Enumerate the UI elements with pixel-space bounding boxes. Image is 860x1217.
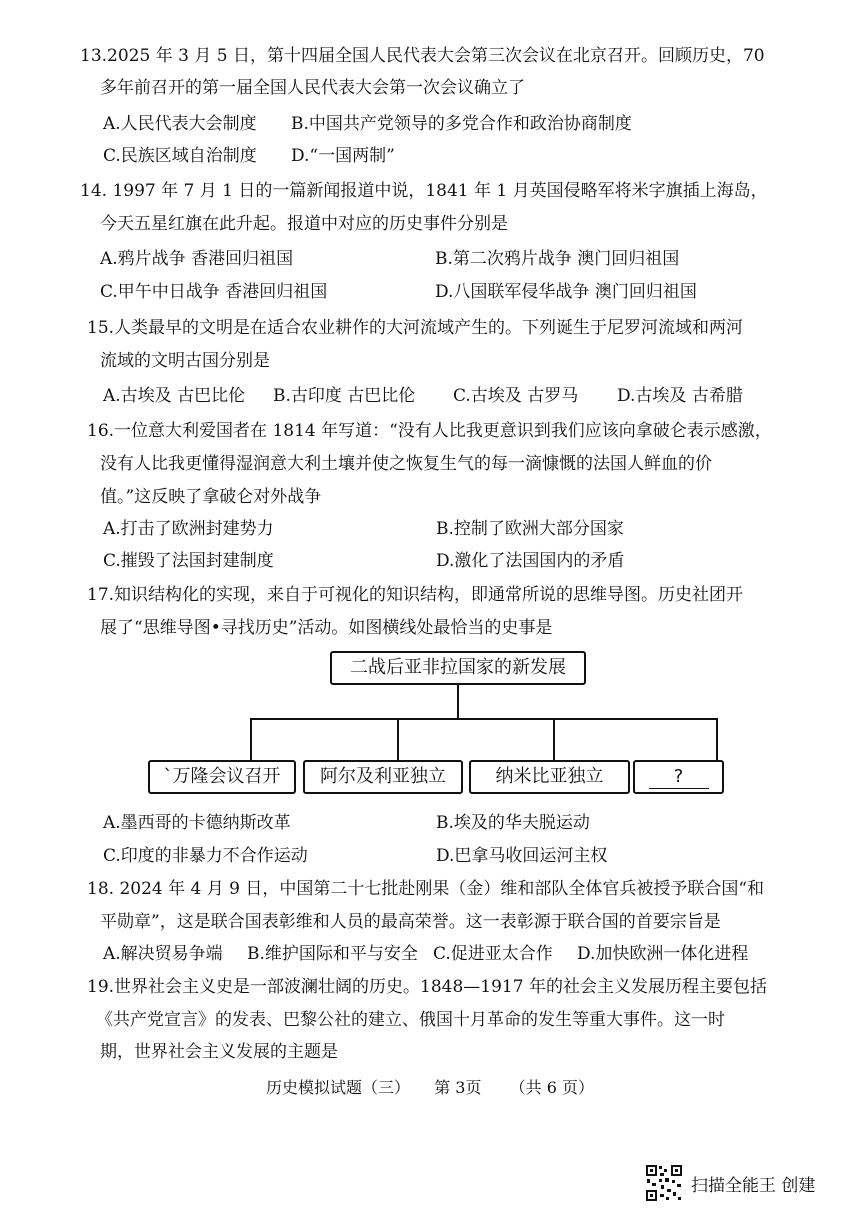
mind-map-node: `万隆会议召开 <box>148 760 296 794</box>
option-c: C.促进亚太合作 <box>433 944 553 964</box>
option-d: D.激化了法国国内的矛盾 <box>436 551 625 571</box>
option-b: B.第二次鸦片战争 澳门回归祖国 <box>435 249 680 269</box>
scanner-watermark-label: 扫描全能王 创建 <box>691 1175 816 1196</box>
mind-map-node-blank <box>633 760 724 794</box>
option-a: A.鸦片战争 香港回归祖国 <box>100 249 294 269</box>
connector-line <box>250 718 717 720</box>
option-a: A.古埃及 古巴比伦 <box>103 386 246 406</box>
option-a: A.人民代表大会制度 <box>103 114 257 134</box>
option-d: D.加快欧洲一体化进程 <box>577 944 749 964</box>
option-d: D.八国联军侵华战争 澳门回归祖国 <box>435 282 697 302</box>
question-text-line: 流域的文明古国分别是 <box>100 351 270 371</box>
option-c: C.古埃及 古罗马 <box>453 386 579 406</box>
question-text-line: 今天五星红旗在此升起。报道中对应的历史事件分别是 <box>100 214 508 234</box>
option-a: A.打击了欧洲封建势力 <box>103 519 274 539</box>
mind-map-node: 阿尔及利亚独立 <box>303 760 463 794</box>
connector-line <box>397 718 399 760</box>
option-c: C.甲午中日战争 香港回归祖国 <box>100 282 328 302</box>
question-text-line: 17.知识结构化的实现，来自于可视化的知识结构，即通常所说的思维导图。历史社团开 <box>87 585 744 605</box>
connector-line <box>553 718 555 760</box>
question-text-line: 16.一位意大利爱国者在 1814 年写道：“没有人比我更意识到我们应该向拿破仑表示感激， <box>87 421 772 441</box>
footer-total-pages: （共 6 页） <box>509 1078 595 1097</box>
question-text-line: 15.人类最早的文明是在适合农业耕作的大河流域产生的。下列诞生于尼罗河流域和两河 <box>87 318 744 338</box>
option-a: A.墨西哥的卡德纳斯改革 <box>103 813 291 833</box>
page-footer <box>0 1075 860 1098</box>
footer-page-number: 第 3页 <box>434 1078 482 1097</box>
mind-map-node: 纳米比亚独立 <box>469 760 630 794</box>
option-d: D.“一国两制” <box>291 146 395 166</box>
option-b: B.维护国际和平与安全 <box>247 944 418 964</box>
scanner-watermark <box>645 1163 815 1203</box>
option-d: D.古埃及 古希腊 <box>617 386 743 406</box>
blank-answer: ? <box>649 766 709 789</box>
question-text-line: 《共产党宣言》的发表、巴黎公社的建立、俄国十月革命的发生等重大事件。这一时 <box>96 1010 725 1030</box>
question-text-line: 13.2025 年 3 月 5 日，第十四届全国人民代表大会第三次会议在北京召开。回顾历史，70 <box>80 46 765 66</box>
question-text-line: 多年前召开的第一届全国人民代表大会第一次会议确立了 <box>100 78 525 98</box>
question-text-line: 没有人比我更懂得湿润意大利土壤并使之恢复生气的每一滴慷慨的法国人鲜血的价 <box>100 454 712 474</box>
qr-code-icon <box>645 1164 683 1202</box>
option-a: A.解决贸易争端 <box>103 944 223 964</box>
question-text-line: 14. 1997 年 7 月 1 日的一篇新闻报道中说，1841 年 1 月英国侵略军将米字旗插上海岛， <box>80 181 768 201</box>
question-text-line: 19.世界社会主义史是一部波澜壮阔的历史。1848—1917 年的社会主义发展历程主要包括 <box>87 977 767 997</box>
option-b: B.中国共产党领导的多党合作和政治协商制度 <box>291 114 632 134</box>
question-text-line: 平勋章”，这是联合国表彰维和人员的最高荣誉。这一表彰源于联合国的首要宗旨是 <box>100 912 721 932</box>
question-text-line: 展了“思维导图•寻找历史”活动。如图横线处最恰当的史事是 <box>100 618 553 638</box>
connector-line <box>457 685 459 719</box>
option-b: B.埃及的华夫脱运动 <box>436 813 590 833</box>
option-b: B.古印度 古巴比伦 <box>273 386 416 406</box>
option-c: C.民族区域自治制度 <box>103 146 257 166</box>
footer-title: 历史模拟试题（三） <box>265 1078 410 1097</box>
question-text-line: 值。”这反映了拿破仑对外战争 <box>100 487 322 507</box>
mind-map-root: 二战后亚非拉国家的新发展 <box>330 651 586 685</box>
option-c: C.印度的非暴力不合作运动 <box>103 846 308 866</box>
question-text-line: 期，世界社会主义发展的主题是 <box>100 1042 338 1062</box>
option-b: B.控制了欧洲大部分国家 <box>436 519 624 539</box>
option-c: C.摧毁了法国封建制度 <box>103 551 274 571</box>
connector-line <box>250 718 252 760</box>
connector-line <box>716 718 718 760</box>
question-text-line: 18. 2024 年 4 月 9 日，中国第二十七批赴刚果（金）维和部队全体官兵被授予联合国“和 <box>87 879 765 899</box>
option-d: D.巴拿马收回运河主权 <box>436 846 608 866</box>
